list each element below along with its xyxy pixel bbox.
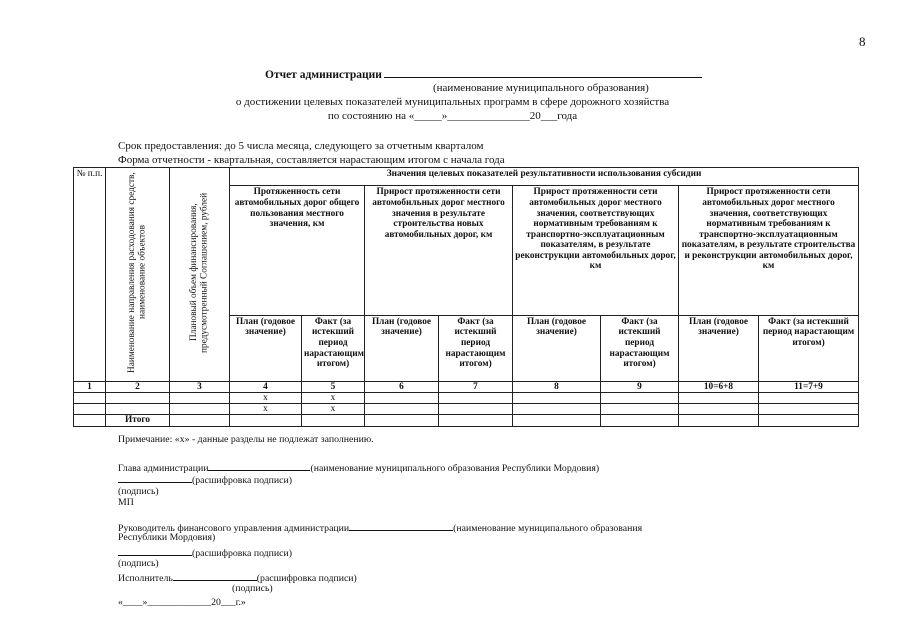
cross-mark: х [230,403,302,414]
indicator-header: Прирост протяженности сети автомобильных дорог местного значения в результате строительства новых автомобильных дорог, км [365,186,513,315]
fact-subheader: Факт (за истекший период нарастающим итогом) [439,315,513,381]
administration-name-blank [384,66,702,78]
column-number: 4 [230,381,302,392]
fact-subheader: Факт (за истекший период нарастающим итогом) [601,315,679,381]
note-text: Примечание: «х» - данные разделы не подлежат заполнению. [118,434,374,445]
column-number: 6 [365,381,439,392]
form-text: Форма отчетности - квартальная, составляется нарастающим итогом с начала года [118,154,505,166]
executor-line [118,570,357,584]
head-sign-label: (подпись) [118,486,159,497]
head-label: Глава администрации [118,463,209,474]
column-number: 5 [302,381,365,392]
finance-municipality-note: (наименование муниципального образования [453,523,643,534]
head-municipality-note: (наименование муниципального образования Республики Мордовия) [310,463,600,474]
report-subtitle: о достижении целевых показателей муниципальных программ в сфере дорожного хозяйства [235,96,670,108]
decode-label: (расшифровка подписи) [192,475,293,486]
total-row [74,414,859,426]
finance-decode-line [118,545,292,559]
cross-mark: х [302,403,365,414]
finance-sign-label: (подпись) [118,558,159,569]
decode-label: (расшифровка подписи) [256,573,357,584]
column-number: 11=7+9 [759,381,859,392]
plan-subheader: План (годовое значение) [679,315,759,381]
column-number: 3 [170,381,230,392]
column-number: 2 [106,381,170,392]
plan-subheader: План (годовое значение) [513,315,601,381]
report-date-line: по состоянию на «_____»_______________20___года [327,110,578,122]
column-number: 10=6+8 [679,381,759,392]
column-numbers-row [74,381,859,392]
page-number: 8 [859,34,866,49]
finance-head-label: Руководитель финансового управления администрации [118,523,350,534]
indicator-header: Протяженность сети автомобильных дорог общего пользования местного значения, км [230,186,365,315]
indicator-header: Прирост протяженности сети автомобильных дорог местного значения, соответствующих нормативным требованиям к транспортно-эксплуатационным показателям, в результате строительства и реконструкции автомобильных дорог, км [679,186,859,315]
signature-blank [208,460,310,471]
col-number-header: № п.п. [74,168,106,382]
cross-mark: х [302,392,365,403]
report-title [265,66,702,81]
plan-subheader: План (годовое значение) [365,315,439,381]
col-funding-header: Плановый объем финансирования, предусмотренный Соглашением, рублей [170,168,230,382]
signature-blank [349,520,453,531]
fact-subheader: Факт (за истекший период нарастающим итогом) [759,315,859,381]
signature-blank [118,545,192,556]
signature-blank [173,570,257,581]
column-number: 9 [601,381,679,392]
column-number: 8 [513,381,601,392]
executor-sign-label: (подпись) [232,583,273,594]
fact-subheader: Факт (за истекший период нарастающим итогом) [302,315,365,381]
signature-blank [118,472,192,483]
column-number: 7 [439,381,513,392]
decode-label: (расшифровка подписи) [192,548,293,559]
col-direction-header: Наименование направления расходования средств, наименование объектов [106,168,170,382]
indicator-header: Прирост протяженности сети автомобильных дорог местного значения, соответствующих нормативным требованиям к транспортно-эксплуатационным показателям, в результате реконструкции автомобильных дорог, км [513,186,679,315]
total-label: Итого [106,414,170,426]
report-title-text: Отчет администрации [265,69,382,81]
stamp-label: МП [118,497,134,508]
head-decode-line [118,472,292,486]
finance-municipality-note-cont: Республики Мордовия) [118,532,216,543]
column-number: 1 [74,381,106,392]
table-row [74,403,859,414]
deadline-text: Срок предоставления: до 5 числа месяца, следующего за отчетным кварталом [118,140,484,152]
table-row [74,392,859,403]
date-line: «____»_____________20___г.» [118,597,246,608]
plan-subheader: План (годовое значение) [230,315,302,381]
indicators-table [73,167,859,427]
cross-mark: х [230,392,302,403]
executor-label: Исполнитель [118,573,173,584]
indicators-group-header: Значения целевых показателей результативности использования субсидии [230,168,859,186]
municipality-note: (наименование муниципального образования) [433,82,649,94]
